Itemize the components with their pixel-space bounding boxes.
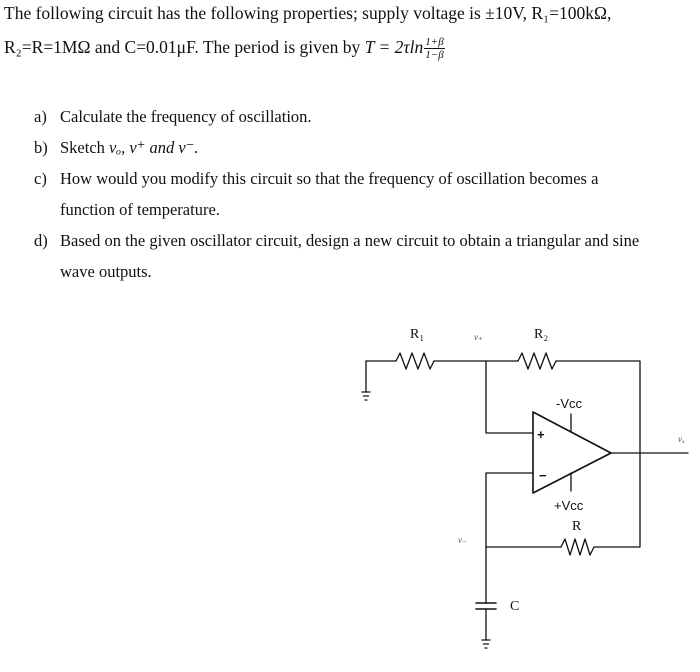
question-text: Calculate the frequency of oscillation. [60, 107, 312, 126]
question-label: b) [34, 138, 48, 157]
minus-input-sign: − [539, 468, 547, 483]
question-label: d) [34, 231, 48, 250]
plus-input-sign: + [537, 427, 545, 442]
fraction-numerator: 1+β [425, 36, 444, 49]
capacitor-c [476, 603, 496, 609]
fraction-denominator: 1−β [425, 49, 444, 62]
problem-line-1: The following circuit has the following properties; supply voltage is ±10V, R₁=100kΩ, [4, 3, 612, 23]
vo-label: vₒ [678, 434, 685, 444]
resistor-r [561, 539, 594, 555]
question-text: Based on the given oscillator circuit, design a new circuit to obtain a triangular and sine [60, 231, 640, 250]
question-continuation: function of temperature. [60, 200, 220, 219]
wire-r-right [594, 453, 640, 547]
question-text: How would you modify this circuit so that the frequency of oscillation becomes a [60, 169, 599, 188]
problem-line-2-text: R₂=R=1MΩ and C=0.01μF. The period is given by [4, 37, 365, 57]
wire-vplus-node [486, 361, 533, 433]
r-label: R [572, 519, 582, 534]
question-label: c) [34, 169, 47, 188]
c-label: C [510, 599, 520, 614]
ground-symbol-bottom [482, 640, 490, 648]
ground-symbol-left [362, 392, 370, 400]
resistor-r1 [396, 353, 434, 369]
period-formula: T = 2τln [364, 37, 424, 57]
wire-vminus-input [486, 473, 533, 547]
neg-supply-label: -Vcc [556, 396, 582, 411]
resistor-r2 [518, 353, 556, 369]
vplus-label: v₊ [474, 332, 483, 342]
r1-label: R₁ [410, 327, 425, 342]
question-text-plain: Sketch [60, 138, 110, 157]
question-continuation: wave outputs. [60, 262, 152, 281]
r2-label: R₂ [534, 327, 549, 342]
vminus-label: v₋ [458, 535, 467, 545]
pos-supply-label: +Vcc [554, 498, 584, 513]
question-math: vₒ, v⁺ and v⁻. [109, 138, 199, 157]
question-label: a) [34, 107, 47, 126]
